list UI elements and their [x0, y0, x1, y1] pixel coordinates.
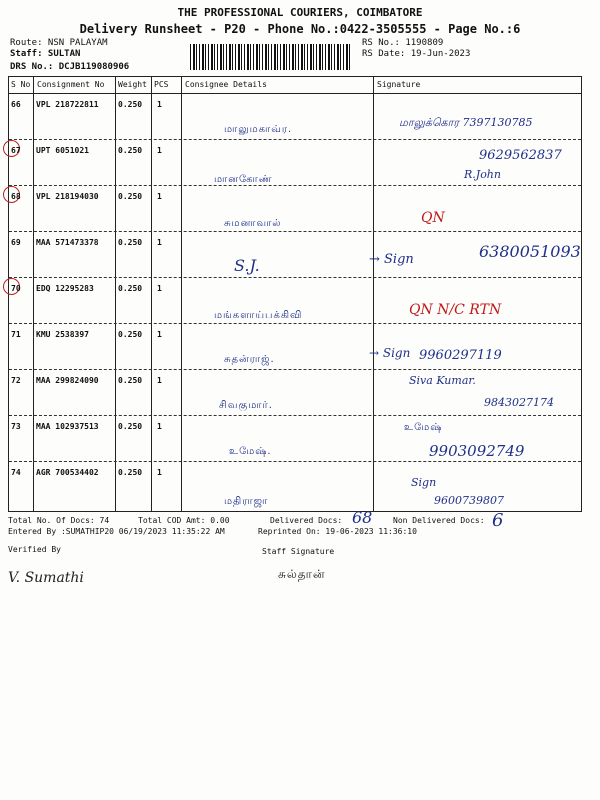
drs-number: DRS No.: DCJB119080906: [10, 62, 130, 72]
table-row: [9, 232, 581, 278]
route-label: Route: NSN PALAYAM: [10, 38, 108, 48]
row-sno: 71: [11, 330, 21, 339]
table-row: [9, 94, 581, 140]
row-consignment: MAA 102937513: [36, 422, 99, 431]
row-consignment: UPT 6051021: [36, 146, 89, 155]
row-sno: 73: [11, 422, 21, 431]
row-consignment: EDQ 12295283: [36, 284, 94, 293]
staff-signature: சுல்தான்: [278, 567, 326, 581]
staff-label: Staff: SULTAN: [10, 49, 81, 59]
entered-by: Entered By :SUMATHIP20 06/19/2023 11:35:22 AM: [8, 527, 225, 536]
row-weight: 0.250: [118, 468, 143, 477]
row-signature: → Sign: [369, 346, 411, 360]
row-weight: 0.250: [118, 330, 143, 339]
row-consignment: VPL 218722811: [36, 100, 99, 109]
row-weight: 0.250: [118, 376, 143, 385]
row-consignee: உமேஷ்.: [229, 446, 272, 457]
row-weight: 0.250: [118, 100, 143, 109]
col-pcs: PCS: [154, 80, 169, 89]
row-signature: மாலுக்கொர 7397130785: [399, 116, 533, 129]
row-pcs: 1: [157, 192, 162, 201]
rs-date: RS Date: 19-Jun-2023: [362, 49, 471, 59]
table-row: [9, 140, 581, 186]
verified-signature: V. Sumathi: [8, 570, 84, 586]
row-phone: 9903092749: [429, 442, 525, 460]
row-signature: R.John: [464, 168, 501, 181]
row-consignee: சுதன்ராஜ்.: [224, 354, 275, 365]
row-consignment: MAA 299824090: [36, 376, 99, 385]
col-sno: S No: [11, 80, 31, 89]
runsheet-table: [8, 76, 582, 512]
delivered-docs-count: 68: [352, 508, 373, 527]
row-sno: 70: [11, 284, 21, 293]
row-consignment: VPL 218194030: [36, 192, 99, 201]
row-pcs: 1: [157, 146, 162, 155]
col-consignee: Consignee Details: [185, 80, 267, 89]
row-sno: 67: [11, 146, 21, 155]
table-row: [9, 462, 581, 510]
col-signature: Signature: [377, 80, 421, 89]
row-signature: → Sign: [369, 252, 414, 267]
row-pcs: 1: [157, 238, 162, 247]
delivered-docs-label: Delivered Docs:: [270, 516, 343, 525]
row-sno: 69: [11, 238, 21, 247]
row-consignment: KMU 2538397: [36, 330, 89, 339]
non-delivered-label: Non Delivered Docs:: [393, 516, 485, 525]
table-row: [9, 324, 581, 370]
row-sno: 72: [11, 376, 21, 385]
verified-by-label: Verified By: [8, 545, 61, 554]
row-weight: 0.250: [118, 284, 143, 293]
table-row: [9, 416, 581, 462]
row-phone: 9600739807: [434, 494, 504, 507]
total-cod: Total COD Amt: 0.00: [138, 516, 230, 525]
non-delivered-count: 6: [492, 510, 504, 531]
table-header: [9, 77, 581, 94]
row-consignee: மானகோண்: [214, 174, 273, 185]
row-pcs: 1: [157, 376, 162, 385]
col-weight: Weight: [118, 80, 147, 89]
row-phone: 9629562837: [479, 148, 562, 163]
row-phone: 9960297119: [419, 348, 502, 363]
row-consignee: S.J.: [234, 256, 260, 275]
row-pcs: 1: [157, 100, 162, 109]
row-pcs: 1: [157, 468, 162, 477]
row-signature: உமேஷ்: [404, 422, 443, 433]
row-signature: Siva Kumar.: [409, 374, 476, 387]
qn-mark: QN: [421, 210, 445, 226]
barcode: [190, 44, 350, 70]
table-row: [9, 186, 581, 232]
row-pcs: 1: [157, 422, 162, 431]
row-weight: 0.250: [118, 422, 143, 431]
row-consignee: மங்களாய்பக்கிவி: [214, 310, 303, 321]
row-sno: 74: [11, 468, 21, 477]
row-pcs: 1: [157, 330, 162, 339]
col-consignment: Consignment No: [37, 80, 105, 89]
row-weight: 0.250: [118, 238, 143, 247]
row-sno: 66: [11, 100, 21, 109]
table-row: [9, 278, 581, 324]
row-consignee: சிவகுமார்.: [219, 400, 273, 411]
row-phone: 9843027174: [484, 396, 554, 409]
rs-number: RS No.: 1190809: [362, 38, 444, 48]
row-phone: 6380051093: [479, 242, 581, 261]
row-signature: QN N/C RTN: [409, 302, 502, 318]
row-pcs: 1: [157, 284, 162, 293]
company-title: THE PROFESSIONAL COURIERS, COIMBATORE: [177, 6, 423, 19]
row-consignment: MAA 571473378: [36, 238, 99, 247]
row-sno: 68: [11, 192, 21, 201]
row-consignee: சுமனாவால்: [224, 218, 282, 229]
row-weight: 0.250: [118, 146, 143, 155]
row-consignee: மதிராஜா: [224, 496, 269, 507]
staff-signature-label: Staff Signature: [262, 547, 335, 556]
row-consignee: மாலுமகாவ்ர.: [224, 124, 293, 135]
runsheet-subtitle: Delivery Runsheet - P20 - Phone No.:0422-3505555 - Page No.:6: [79, 22, 521, 36]
row-weight: 0.250: [118, 192, 143, 201]
table-row: [9, 370, 581, 416]
row-signature: Sign: [411, 476, 437, 489]
row-consignment: AGR 700534402: [36, 468, 99, 477]
reprinted-on: Reprinted On: 19-06-2023 11:36:10: [258, 527, 417, 536]
total-docs: Total No. Of Docs: 74: [8, 516, 110, 525]
